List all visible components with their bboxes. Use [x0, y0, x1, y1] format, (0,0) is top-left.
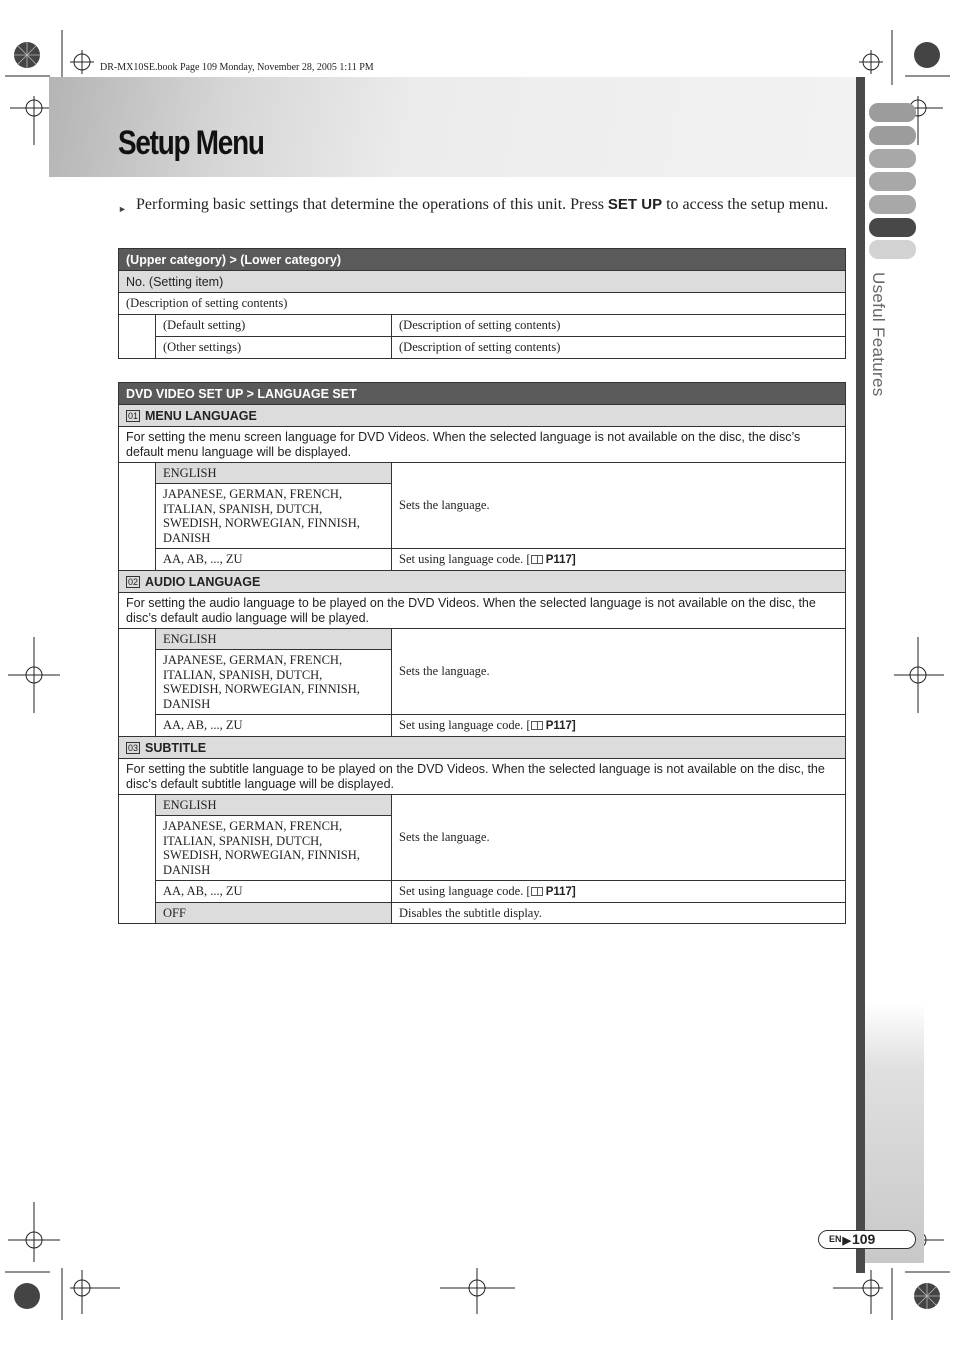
item-description: For setting the audio language to be played on the DVD Videos. When the selected language is not available on the disc, the disc’s default audio language will be played.	[119, 593, 846, 629]
page-reference: P117]	[545, 720, 576, 732]
arrow-right-icon: ▶	[842, 1235, 851, 1247]
chapter-tab	[869, 149, 916, 168]
chapter-tab	[869, 195, 916, 214]
print-info: DR-MX10SE.book Page 109 Monday, November 28, 2005 1:11 PM	[100, 62, 374, 73]
other-options: JAPANESE, GERMAN, FRENCH, ITALIAN, SPANISH, DUTCH, SWEDISH, NORWEGIAN, FINNISH, DANISH	[156, 484, 392, 549]
legend-other-settings: (Other settings)	[156, 337, 392, 359]
language-set-table	[118, 382, 846, 924]
code-desc	[392, 715, 846, 737]
bullet-icon: ►	[118, 204, 127, 214]
code-desc	[392, 881, 846, 903]
chapter-tab	[869, 172, 916, 191]
legend-table	[118, 248, 846, 359]
item-title: SUBTITLE	[145, 740, 207, 755]
table-header: DVD VIDEO SET UP > LANGUAGE SET	[119, 383, 846, 405]
code-option: AA, AB, ..., ZU	[156, 549, 392, 571]
page-number: 109	[851, 1231, 876, 1247]
legend-default-setting: (Default setting)	[156, 315, 392, 337]
item-description: For setting the subtitle language to be played on the DVD Videos. When the selected language is not available on the disc, the disc’s default subtitle language will be displayed.	[119, 759, 846, 795]
indent-cell	[119, 629, 156, 737]
indent-cell	[119, 315, 156, 359]
legend-header: (Upper category) > (Lower category)	[119, 249, 846, 271]
page-reference: P117]	[545, 886, 576, 898]
chapter-tab	[869, 218, 916, 237]
code-option: AA, AB, ..., ZU	[156, 881, 392, 903]
code-desc-text: Set using language code. [	[399, 718, 531, 732]
setup-button-name: SET UP	[607, 196, 663, 213]
chapter-tab	[869, 126, 916, 145]
legend-default-desc: (Description of setting contents)	[392, 315, 846, 337]
legend-item: No. (Setting item)	[119, 271, 846, 293]
other-options: JAPANESE, GERMAN, FRENCH, ITALIAN, SPANISH, DUTCH, SWEDISH, NORWEGIAN, FINNISH, DANISH	[156, 816, 392, 881]
page-title: Setup Menu	[118, 124, 264, 162]
side-gradient	[865, 1003, 924, 1263]
default-option: ENGLISH	[156, 629, 392, 650]
item-number: 02	[128, 576, 139, 587]
legend-other-desc: (Description of setting contents)	[392, 337, 846, 359]
off-desc: Disables the subtitle display.	[392, 903, 846, 924]
page-number-badge	[818, 1230, 916, 1249]
intro-text-after: to access the setup menu.	[662, 196, 829, 213]
setting-item-subtitle	[119, 737, 846, 759]
other-options: JAPANESE, GERMAN, FRENCH, ITALIAN, SPANISH, DUTCH, SWEDISH, NORWEGIAN, FINNISH, DANISH	[156, 650, 392, 715]
code-option: AA, AB, ..., ZU	[156, 715, 392, 737]
item-number: 03	[128, 742, 139, 753]
side-label: Useful Features	[869, 272, 888, 397]
book-icon	[531, 721, 543, 730]
language-code: EN	[829, 1234, 842, 1244]
page-reference: P117]	[545, 554, 576, 566]
chapter-tab	[869, 103, 916, 122]
option-desc: Sets the language.	[392, 463, 846, 549]
book-icon	[531, 887, 543, 896]
indent-cell	[119, 463, 156, 571]
item-description: For setting the menu screen language for DVD Videos. When the selected language is not available on the disc, the disc’s default menu language will be displayed.	[119, 427, 846, 463]
setting-item-menu-language	[119, 405, 846, 427]
intro-text-before: Performing basic settings that determine the operations of this unit. Press	[136, 196, 608, 213]
default-option: ENGLISH	[156, 795, 392, 816]
item-number: 01	[128, 410, 139, 421]
default-option: ENGLISH	[156, 463, 392, 484]
code-desc	[392, 549, 846, 571]
option-desc: Sets the language.	[392, 795, 846, 881]
option-desc: Sets the language.	[392, 629, 846, 715]
code-desc-text: Set using language code. [	[399, 884, 531, 898]
indent-cell	[119, 795, 156, 924]
book-icon	[531, 555, 543, 564]
code-desc-text: Set using language code. [	[399, 552, 531, 566]
legend-description: (Description of setting contents)	[119, 293, 846, 315]
side-bar	[856, 77, 865, 1273]
item-title: AUDIO LANGUAGE	[145, 574, 261, 589]
setting-item-audio-language	[119, 571, 846, 593]
item-title: MENU LANGUAGE	[145, 408, 257, 423]
intro-paragraph	[118, 195, 848, 214]
off-option: OFF	[156, 903, 392, 924]
chapter-tab	[869, 240, 916, 259]
